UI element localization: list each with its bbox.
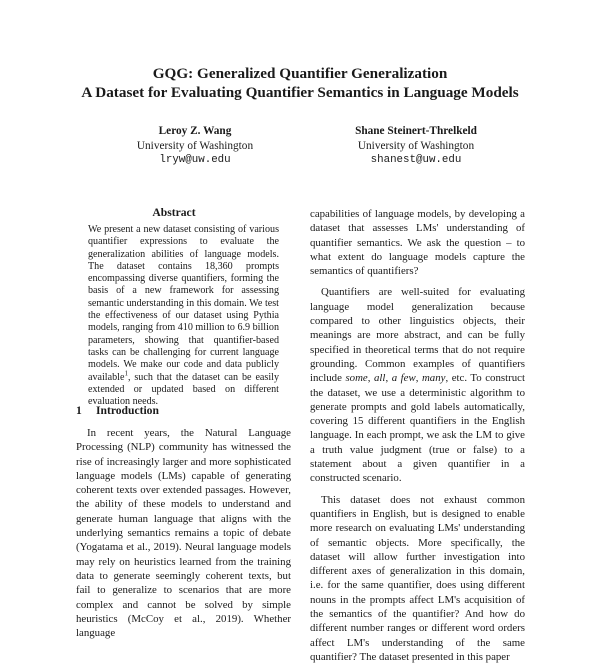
- intro-paragraph-continued: capabilities of language models, by developing a dataset that assesses LMs' understanding of quantifier semantics. We ask the question – to what extent do language models capture the semantics of quantifiers?: [310, 208, 525, 278]
- author-name: Leroy Z. Wang: [158, 125, 232, 137]
- right-column-body: [310, 207, 525, 671]
- quantifier-example: all: [374, 372, 386, 385]
- paper-title-line-2: A Dataset for Evaluating Quantifier Semantics in Language Models: [81, 84, 519, 101]
- intro-paragraph-dataset: This dataset does not exhaust common quantifiers in English, but is designed to enable more research on evaluating LMs' understanding of semantic objects. More specifically, the dataset will allow further investigation into different axes of generalization in this domain, i.e. for the same quantifier, does using different nouns in the prompts affect LM's acquisition of the semantics of the quantifier? And how do different number ranges or different word orders affect LM's understanding of the same quantifier? The dataset presented in this paper: [310, 493, 525, 663]
- author-block-2: [286, 124, 546, 168]
- quantifier-example: many: [421, 372, 446, 385]
- footnote-mark: 1: [124, 369, 128, 378]
- abstract-text: [88, 224, 279, 408]
- author-name: Shane Steinert-Threlkeld: [355, 125, 477, 137]
- author-email: lryw@uw.edu: [159, 154, 231, 167]
- intro-paragraph-quantifiers: [310, 285, 525, 485]
- author-email: shanest@uw.edu: [370, 154, 462, 167]
- separator: ,: [385, 372, 392, 385]
- section-heading-introduction: [76, 404, 159, 417]
- separator: ,: [415, 372, 422, 385]
- section-title: Introduction: [96, 404, 159, 417]
- section-number: 1: [76, 404, 82, 417]
- quantifier-example: some: [345, 372, 368, 385]
- separator: ,: [367, 372, 374, 385]
- abstract-text-main: We present a new dataset consisting of various quantifier expressions to evaluate the generalization abilities of language models. The dataset contains 18,360 prompts encompassing diverse quantifiers, forming the basis of a new framework for assessing semantic understanding in this domain. We test the effectiveness of our dataset using Pythia models, ranging from 410 million to 6.9 billion parameters, showing that quantifier-based tasks can be challenging for current language models. We make our code and data publicly available: [88, 224, 279, 383]
- author-affiliation: University of Washington: [136, 139, 254, 152]
- paragraph-text: , etc. To construct the dataset, we use a deterministic algorithm to generate prompts and gold labels automatically, covering 15 different quantifiers in the English language. In each prompt, we ask the LM to give a truth value judgment (true or false) to a statement about a given quantifier in a constructed scenario.: [310, 372, 525, 485]
- abstract-heading: Abstract: [152, 206, 196, 219]
- paragraph-text: Quantifiers are well-suited for evaluating language model generalization because compared to other linguistics objects, their meanings are more abstract, and can be fully specified in theoretical terms that do not require grounding. Common examples of quantifiers include: [310, 286, 525, 385]
- abstract-text-end: , such that the dataset can be easily extended or updated based on different evaluation needs.: [88, 371, 279, 408]
- paper-title-line-1: GQG: Generalized Quantifier Generalization: [152, 65, 448, 82]
- left-column-body: [76, 426, 291, 647]
- intro-paragraph-1: In recent years, the Natural Language Processing (NLP) community has witnessed the rise of increasingly larger and more sophisticated language models (LMs) capable of generating coherent texts over extended passages. However, the ability of these models to understand and generate human language that aligns with the underlying semantics remains a topic of debate (Yogatama et al., 2019). Neural language models may rely on heuristics learned from the training data to generate seemingly coherent texts, but fail to generalize to scenarios that are more complex and cannot be solved by simple heuristics (McCoy et al., 2019). Whether language: [76, 427, 291, 640]
- author-affiliation: University of Washington: [357, 139, 475, 152]
- quantifier-example: a few: [391, 372, 416, 385]
